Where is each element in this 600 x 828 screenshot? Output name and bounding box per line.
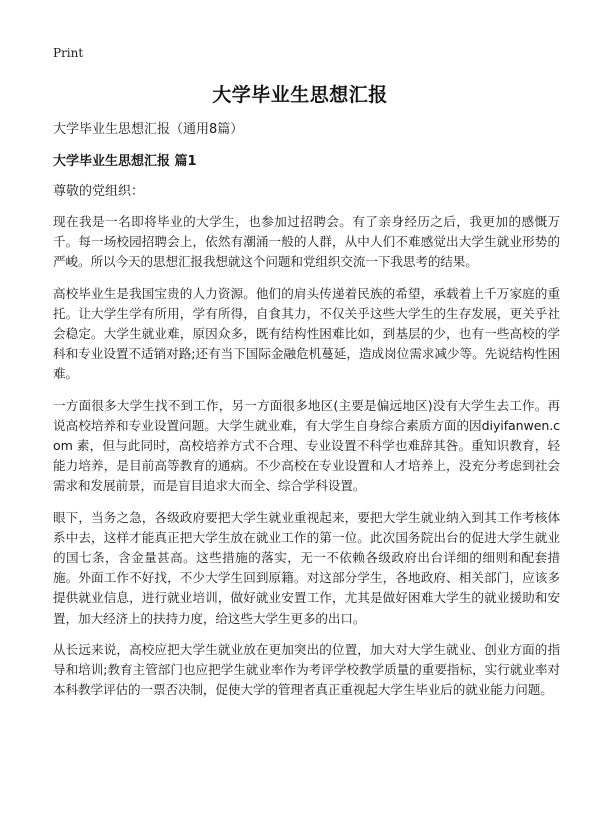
paragraph-5: 从长远来说，高校应把大学生就业放在更加突出的位置，加大对大学生就业、创业方面的指导和培训;教育主管部门也应把学生就业率作为考评学校教学质量的重要指标，实行就业率对本科教学评估的一票否决制，促使大学的管理者真正重视起大学生毕业后的就业能力问题。: [53, 641, 560, 698]
paragraph-4: 眼下，当务之急，各级政府要把大学生就业重视起来，要把大学生就业纳入到其工作考核体系中去，这样才能真正把大学生放在就业工作的第一位。此次国务院出台的促进大学生就业的国七条，含金量甚高。这些措施的落实，无一不依赖各级政府出台详细的细则和配套措施。外面工作不好找，不少大学生回到原籍。对这部分学生，各地政府、相关部门，应该多提供就业信息，进行就业培训，做好就业安置工作，尤其是做好困难大学生的就业援助和安置，加大经济上的扶持力度，给这些大学生更多的出口。: [53, 509, 560, 626]
greeting: 尊敬的党组织：: [53, 184, 145, 199]
paragraph-2: 高校毕业生是我国宝贵的人力资源。他们的肩头传递着民族的希望，承载着上千万家庭的重托。让大学生学有所用，学有所得，自食其力，不仅关乎这些大学生的生存发展，更关乎社会稳定。大学生就业难，原因众多，既有结构性困难比如，到基层的少，也有一些高校的学科和专业设置不适销对路;还有当下国际金融危机蔓延，造成岗位需求减少等。先说结构性困难。: [53, 285, 560, 382]
paragraph-1: 现在我是一名即将毕业的大学生，也参加过招聘会。有了亲身经历之后，我更加的感慨万千。每一场校园招聘会上，依然有潮涌一般的人群，从中人们不难感觉出大学生就业形势的严峻。所以今天的思想汇报我想就这个问题和党组织交流一下我思考的结果。: [53, 214, 560, 270]
document-subtitle: 大学毕业生思想汇报（通用8篇）: [53, 122, 244, 137]
document-title: 大学毕业生思想汇报: [212, 84, 388, 106]
section-heading: 大学毕业生思想汇报 篇1: [53, 154, 197, 169]
paragraph-3: 一方面很多大学生找不到工作，另一方面很多地区(主要是偏远地区)没有大学生去工作。再说高校培养和专业设置问题。大学生就业难，有大学生自身综合素质方面的因diyifanwen.com 素，但与此同时，高校培养方式不合理、专业设置不科学也难辞其咎。重知识教育，轻能力培养，是目前高等教育的通病。不少高校在专业设置和人才培养上，没充分考虑到社会需求和发展前景，而是盲目追求大而全、综合学科设置。: [53, 397, 560, 494]
print-link[interactable]: Print: [53, 46, 84, 60]
document-body: [53, 120, 560, 700]
